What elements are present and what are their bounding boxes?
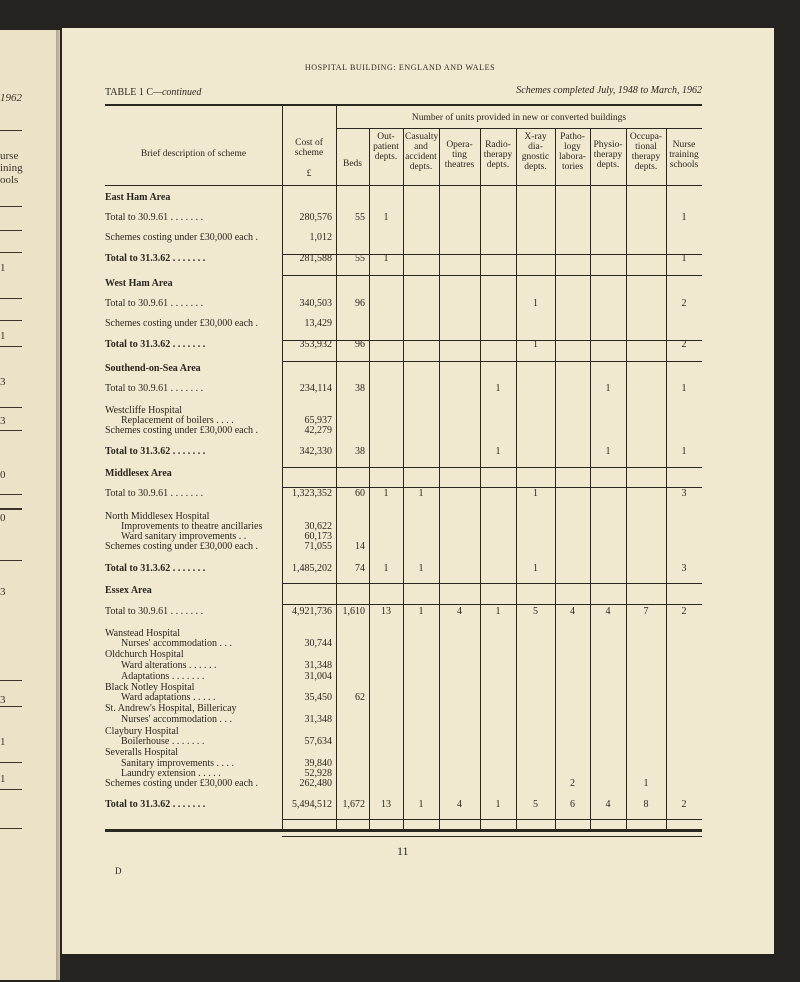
row-description: Total to 30.9.61 . . . . . . . — [105, 383, 204, 394]
left-page-fragment: 3 — [0, 694, 6, 706]
row-description: Ward alterations . . . . . . — [121, 660, 217, 671]
row-value: 1 — [605, 383, 611, 394]
column-header-8: Physio-therapy depts. — [593, 140, 623, 170]
row-cost: 353,932 — [299, 339, 332, 350]
column-header-10: Nurse training schools — [669, 140, 699, 170]
row-description: Ward sanitary improvements . . — [121, 531, 247, 542]
row-value: 38 — [355, 446, 365, 457]
left-page-rule — [0, 494, 22, 495]
left-page-rule — [0, 762, 22, 763]
row-description: Boilerhouse . . . . . . . — [121, 736, 205, 747]
left-page-rule — [0, 828, 22, 829]
row-value: 13 — [381, 606, 391, 617]
row-description: Oldchurch Hospital — [105, 649, 184, 660]
table-column-rule — [516, 128, 517, 830]
left-page-rule — [0, 706, 22, 707]
row-cost: 262,480 — [299, 778, 332, 789]
page-number: 11 — [397, 844, 409, 858]
table-rule — [282, 467, 702, 468]
row-cost: 31,348 — [304, 660, 332, 671]
row-cost: 60,173 — [304, 531, 332, 542]
row-value: 1 — [681, 446, 687, 457]
row-cost: 280,576 — [299, 212, 332, 223]
left-page-fragment: 0 — [0, 512, 6, 524]
row-cost: 30,622 — [304, 521, 332, 532]
row-cost: 234,114 — [299, 383, 332, 394]
left-page-rule — [0, 298, 22, 299]
table-column-rule — [590, 128, 591, 830]
table-title-prefix: TABLE 1 C — [105, 87, 154, 98]
row-description: Total to 30.9.61 . . . . . . . — [105, 298, 204, 309]
table-rule — [282, 836, 702, 837]
left-page-rule — [0, 508, 22, 510]
row-description: North Middlesex Hospital — [105, 511, 210, 522]
row-cost: 42,279 — [304, 425, 332, 436]
row-cost: 39,840 — [304, 758, 332, 769]
column-header-cost: Cost of scheme — [294, 138, 324, 158]
row-description: Southend-on-Sea Area — [105, 363, 201, 374]
row-description: Total to 31.3.62 . . . . . . . — [105, 446, 206, 457]
table-rule — [282, 604, 702, 605]
left-page-rule — [0, 230, 22, 231]
left-page-rule — [0, 560, 22, 561]
row-value: 62 — [355, 692, 365, 703]
row-description: Schemes costing under £30,000 each . — [105, 232, 259, 243]
row-value: 1 — [681, 253, 687, 264]
left-page-fragment: 1962 — [0, 92, 22, 104]
row-value: 1 — [681, 383, 687, 394]
table-column-rule — [626, 128, 627, 830]
row-description: Improvements to theatre ancillaries — [121, 521, 263, 532]
row-cost: 4,921,736 — [292, 606, 332, 617]
row-value: 1 — [533, 563, 538, 574]
left-page-rule — [0, 346, 22, 347]
row-value: 55 — [355, 253, 365, 264]
row-value: 2 — [681, 298, 687, 309]
row-cost: 65,937 — [304, 415, 332, 426]
table-rule — [282, 275, 702, 276]
column-header-5: Radio-therapy depts. — [483, 140, 513, 170]
left-page-fragment: ining — [0, 162, 23, 174]
row-value: 1,672 — [342, 799, 365, 810]
row-description: Total to 30.9.61 . . . . . . . — [105, 606, 204, 617]
left-page-rule — [0, 789, 22, 790]
row-value: 1 — [418, 563, 424, 574]
row-cost: 31,004 — [304, 671, 332, 682]
row-value: 74 — [355, 563, 365, 574]
row-cost: 31,348 — [304, 714, 332, 725]
row-value: 4 — [605, 799, 611, 810]
row-description: Middlesex Area — [105, 468, 172, 479]
left-page-rule — [0, 206, 22, 207]
row-cost: 52,928 — [304, 768, 332, 779]
row-value: 1 — [495, 799, 501, 810]
row-description: Replacement of boilers . . . . — [121, 415, 234, 426]
row-value: 1 — [495, 446, 501, 457]
left-page-rule — [0, 130, 22, 131]
left-page-fragment: ools — [0, 174, 19, 186]
row-value: 3 — [681, 563, 687, 574]
row-description: Total to 30.9.61 . . . . . . . — [105, 488, 204, 499]
row-value: 1 — [418, 606, 424, 617]
document-page — [62, 28, 774, 954]
column-header-1: Beds — [343, 159, 362, 169]
row-value: 3 — [681, 488, 687, 499]
row-cost: 1,485,202 — [292, 563, 332, 574]
row-value: 1 — [495, 606, 501, 617]
row-value: 8 — [643, 799, 649, 810]
row-value: 1 — [643, 778, 649, 789]
row-value: 1,610 — [342, 606, 365, 617]
row-value: 96 — [355, 298, 365, 309]
row-cost: 35,450 — [304, 692, 332, 703]
left-page-fragment: urse — [0, 150, 19, 162]
row-value: 1 — [383, 563, 389, 574]
row-cost: 71,055 — [304, 541, 332, 552]
row-description: Claybury Hospital — [105, 726, 179, 737]
table-rule — [282, 583, 702, 584]
table-column-rule — [403, 128, 404, 830]
row-description: Schemes costing under £30,000 each . — [105, 425, 259, 436]
left-page-fragment: 0 — [0, 469, 6, 481]
row-description: Total to 31.3.62 . . . . . . . — [105, 799, 206, 810]
row-value: 6 — [570, 799, 575, 810]
row-value: 2 — [681, 799, 687, 810]
row-description: Sanitary improvements . . . . — [121, 758, 235, 769]
column-header-4: Opera-ting theatres — [444, 140, 475, 170]
row-cost: 13,429 — [304, 318, 332, 329]
left-page-rule — [0, 320, 22, 321]
row-cost: 1,012 — [309, 232, 332, 243]
row-description: West Ham Area — [105, 278, 173, 289]
column-header-2: Out-patient depts. — [373, 132, 399, 162]
row-description: Nurses' accommodation . . . — [121, 714, 232, 725]
left-page-fragment: 1 — [0, 262, 6, 274]
row-description: Schemes costing under £30,000 each . — [105, 318, 259, 329]
row-value: 38 — [355, 383, 365, 394]
left-page-rule — [0, 252, 22, 253]
row-cost: 1,323,352 — [292, 488, 332, 499]
left-page-fragment: 1 — [0, 773, 6, 785]
row-value: 5 — [533, 606, 538, 617]
row-description: Laundry extension . . . . . — [121, 768, 221, 779]
row-cost: 30,744 — [304, 638, 332, 649]
row-value: 4 — [605, 606, 611, 617]
signature-mark: D — [115, 866, 122, 876]
row-description: Nurses' accommodation . . . — [121, 638, 232, 649]
table-column-rule — [439, 128, 440, 830]
column-header-cost-unit: £ — [306, 169, 312, 179]
row-value: 5 — [533, 799, 538, 810]
row-cost: 5,494,512 — [292, 799, 332, 810]
row-value: 7 — [643, 606, 649, 617]
left-page-rule — [0, 680, 22, 681]
row-description: Westcliffe Hospital — [105, 405, 183, 416]
row-value: 4 — [457, 606, 462, 617]
row-cost: 342,330 — [299, 446, 332, 457]
running-head: HOSPITAL BUILDING: ENGLAND AND WALES — [304, 63, 496, 72]
row-value: 1 — [533, 298, 538, 309]
column-header-6: X-ray dia-gnostic depts. — [521, 132, 550, 172]
row-description: St. Andrew's Hospital, Billericay — [105, 703, 237, 714]
row-value: 1 — [681, 212, 687, 223]
row-cost: 281,588 — [299, 253, 332, 264]
row-description: Schemes costing under £30,000 each . — [105, 541, 259, 552]
row-value: 1 — [383, 488, 389, 499]
row-description: Black Notley Hospital — [105, 682, 195, 693]
row-value: 1 — [383, 253, 389, 264]
row-value: 96 — [355, 339, 365, 350]
table-title — [105, 87, 201, 98]
row-description: Total to 31.3.62 . . . . . . . — [105, 563, 206, 574]
row-cost: 57,634 — [304, 736, 332, 747]
table-title-suffix: —continued — [153, 87, 202, 98]
table-column-rule — [480, 128, 481, 830]
row-value: 55 — [355, 212, 365, 223]
row-value: 14 — [355, 541, 365, 552]
table-column-rule — [369, 128, 370, 830]
row-description: Total to 30.9.61 . . . . . . . — [105, 212, 204, 223]
table-rule — [105, 104, 702, 106]
row-description: Total to 31.3.62 . . . . . . . — [105, 339, 206, 350]
row-description: Essex Area — [105, 585, 152, 596]
row-description: East Ham Area — [105, 192, 171, 203]
column-header-9: Occupa-tional therapy depts. — [629, 132, 663, 172]
row-description: Ward adaptations . . . . . — [121, 692, 216, 703]
row-value: 1 — [383, 212, 389, 223]
left-page-fragment: 3 — [0, 415, 6, 427]
row-value: 1 — [495, 383, 501, 394]
row-value: 2 — [681, 606, 687, 617]
row-value: 1 — [533, 339, 538, 350]
table-rule — [282, 361, 702, 362]
row-description: Wanstead Hospital — [105, 628, 181, 639]
table-column-rule — [555, 128, 556, 830]
row-value: 1 — [418, 488, 424, 499]
row-value: 4 — [457, 799, 462, 810]
table-subtitle: Schemes completed July, 1948 to March, 1962 — [516, 85, 702, 96]
left-page-fragment: 1 — [0, 736, 6, 748]
left-page-rule — [0, 430, 22, 431]
row-value: 2 — [570, 778, 575, 789]
row-value: 1 — [533, 488, 538, 499]
column-header-3: Casualty and accident depts. — [405, 132, 439, 172]
column-header-7: Patho-logy labora-tories — [559, 132, 586, 172]
left-page-rule — [0, 407, 22, 408]
left-page-fragment: 3 — [0, 376, 6, 388]
left-page-fragment: 1 — [0, 330, 6, 342]
row-description: Schemes costing under £30,000 each . — [105, 778, 259, 789]
table-rule — [336, 128, 702, 129]
row-value: 1 — [605, 446, 611, 457]
column-group-header: Number of units provided in new or converted buildings — [411, 113, 627, 123]
row-description: Severalls Hospital — [105, 747, 179, 758]
table-column-rule — [666, 128, 667, 830]
row-value: 2 — [681, 339, 687, 350]
row-description: Total to 31.3.62 . . . . . . . — [105, 253, 206, 264]
column-header-description: Brief description of scheme — [140, 149, 247, 159]
row-value: 13 — [381, 799, 391, 810]
row-cost: 340,503 — [299, 298, 332, 309]
row-description: Adaptations . . . . . . . — [121, 671, 205, 682]
row-value: 60 — [355, 488, 365, 499]
table-rule — [282, 819, 702, 820]
table-rule — [105, 830, 702, 832]
row-value: 4 — [570, 606, 575, 617]
left-page-fragment: 3 — [0, 586, 6, 598]
row-value: 1 — [418, 799, 424, 810]
